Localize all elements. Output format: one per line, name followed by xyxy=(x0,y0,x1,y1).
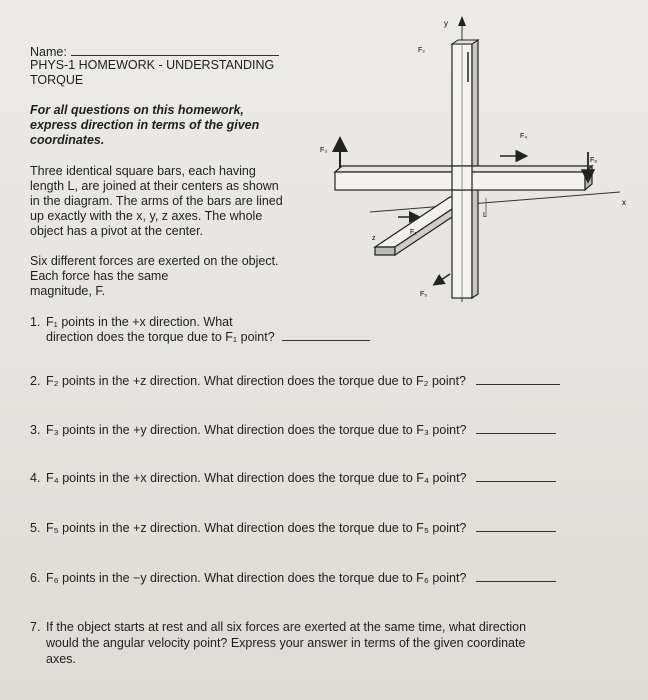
question-5 xyxy=(30,521,556,536)
name-blank[interactable] xyxy=(71,44,279,56)
name-label: Name: xyxy=(30,45,67,59)
f6-label: F₆ xyxy=(590,157,598,164)
f4-label: F₄ xyxy=(520,133,528,140)
z-axis-label: z xyxy=(372,235,376,242)
question-number: 7. xyxy=(30,620,41,634)
question-3 xyxy=(30,423,556,438)
question-text: F₂ points in the +z direction. What direction does the torque due to F₂ point? xyxy=(46,374,467,388)
description-line-5: object has a pivot at the center. xyxy=(30,224,204,238)
question-text-line-1: If the object starts at rest and all six forces are exerted at the same time, what direction xyxy=(46,620,527,634)
description-line-3: in the diagram. The arms of the bars are lined xyxy=(30,194,283,208)
instruction-line-3: coordinates. xyxy=(30,133,105,147)
instruction-line-1: For all questions on this homework, xyxy=(30,103,244,117)
three-bars-diagram xyxy=(300,12,640,312)
question-7-line-3: axes. xyxy=(46,652,76,666)
question-number: 4. xyxy=(30,471,41,485)
y-axis-arrowhead xyxy=(458,16,466,26)
question-number: 3. xyxy=(30,423,41,437)
question-4 xyxy=(30,471,556,486)
question-text-line-1: F₁ points in the +x direction. What xyxy=(46,315,233,329)
length-label: L xyxy=(483,212,487,219)
description-line-4: up exactly with the x, y, z axes. The whole xyxy=(30,209,263,223)
y-axis-label: y xyxy=(444,19,448,28)
x-axis-line xyxy=(370,192,620,212)
f3-label: F₃ xyxy=(320,147,328,154)
answer-blank-6[interactable] xyxy=(476,571,556,582)
question-6 xyxy=(30,571,556,586)
forces-line-3: magnitude, F. xyxy=(30,284,106,298)
answer-blank-4[interactable] xyxy=(476,471,556,482)
description-line-1: Three identical square bars, each having xyxy=(30,164,256,178)
answer-blank-1[interactable] xyxy=(282,330,370,341)
question-number: 2. xyxy=(30,374,41,388)
answer-blank-5[interactable] xyxy=(476,521,556,532)
forces-line-2: Each force has the same xyxy=(30,269,169,283)
answer-blank-2[interactable] xyxy=(476,374,560,385)
answer-blank-3[interactable] xyxy=(476,423,556,434)
question-text: F₃ points in the +y direction. What direction does the torque due to F₃ point? xyxy=(46,423,467,437)
f2-label: F₂ xyxy=(418,47,425,54)
question-7-line-2: would the angular velocity point? Express your answer in terms of the given coordinate xyxy=(46,636,526,650)
question-1 xyxy=(30,315,233,330)
page-title-line1: PHYS-1 HOMEWORK - UNDERSTANDING xyxy=(30,58,275,72)
forces-line-1: Six different forces are exerted on the object. xyxy=(30,254,279,268)
f5-arrow xyxy=(435,274,450,284)
question-text: F₄ points in the +x direction. What direction does the torque due to F₄ point? xyxy=(46,471,467,485)
page-title-line2: TORQUE xyxy=(30,73,84,87)
question-number: 1. xyxy=(30,315,41,329)
question-7 xyxy=(30,620,526,635)
z-bar-end xyxy=(375,247,395,255)
question-number: 5. xyxy=(30,521,41,535)
question-1-line-2 xyxy=(46,330,370,345)
question-text: F₆ points in the −y direction. What direction does the torque due to F₆ point? xyxy=(46,571,467,585)
f5-label: F₅ xyxy=(420,291,428,298)
x-axis-label: x xyxy=(622,198,626,207)
question-2 xyxy=(30,374,560,389)
description-line-2: length L, are joined at their centers as shown xyxy=(30,179,279,193)
question-text-line-2: direction does the torque due to F₁ point? xyxy=(46,330,275,344)
instruction-line-2: express direction in terms of the given xyxy=(30,118,260,132)
question-text: F₅ points in the +z direction. What direction does the torque due to F₅ point? xyxy=(46,521,467,535)
f1-label: F₁ xyxy=(410,229,417,236)
question-number: 6. xyxy=(30,571,41,585)
